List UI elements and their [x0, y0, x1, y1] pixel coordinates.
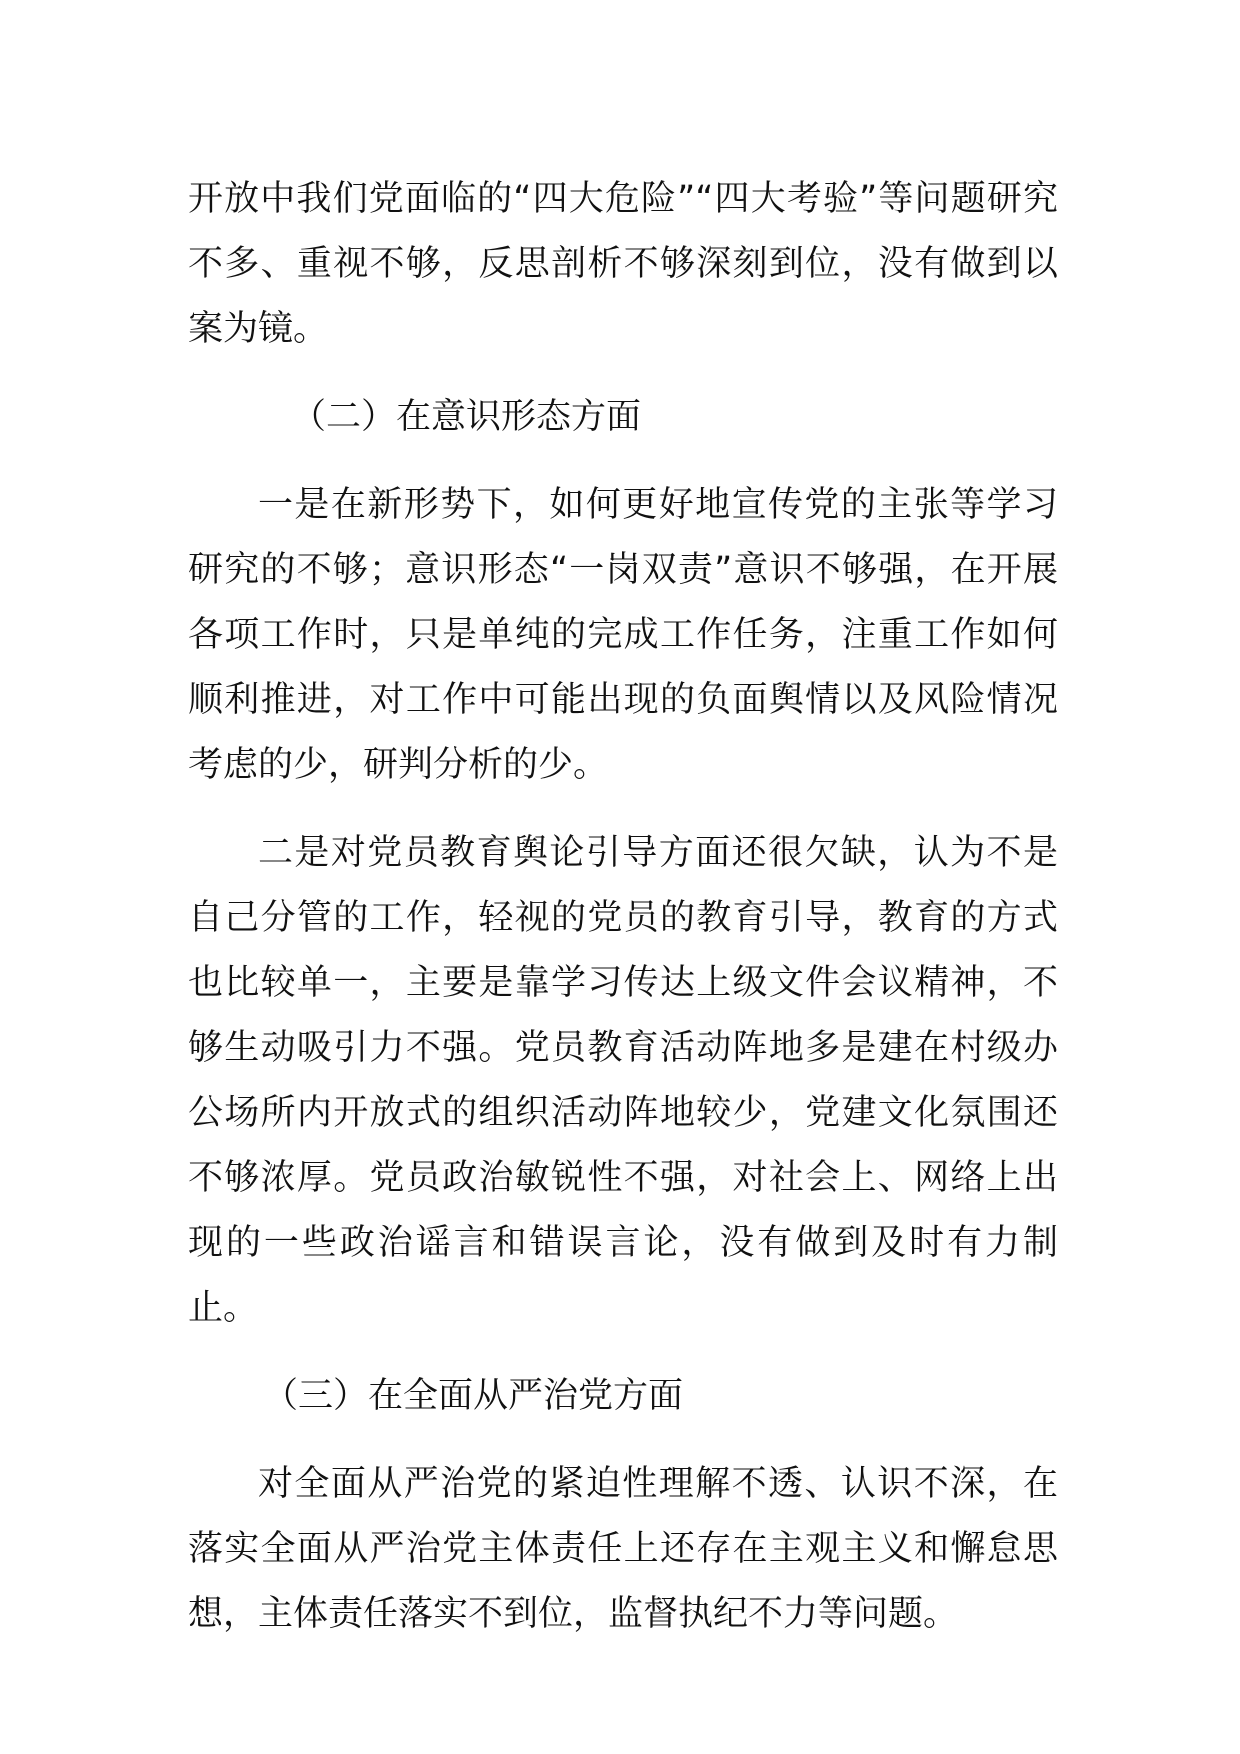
continued-paragraph: 开放中我们党面临的“四大危险”“四大考验”等问题研究不多、重视不够，反思剖析不够深刻到位，没有做到以案为镜。 — [188, 179, 1058, 349]
ideology-paragraph-2: 二是对党员教育舆论引导方面还很欠缺，认为不是自己分管的工作，轻视的党员的教育引导，教育的方式也比较单一，主要是靠学习传达上级文件会议精神，不够生动吸引力不强。党员教育活动阵地多是建在村级办公场所内开放式的组织活动阵地较少，党建文化氛围还不够浓厚。党员政治敏锐性不强，对社会上、网络上出现的一些政治谣言和错误言论，没有做到及时有力制止。 — [188, 833, 1058, 1328]
ideology-paragraph-1: 一是在新形势下，如何更好地宣传党的主张等学习研究的不够；意识形态“一岗双责”意识不够强，在开展各项工作时，只是单纯的完成工作任务，注重工作如何顺利推进，对工作中可能出现的负面舆情以及风险情况考虑的少，研判分析的少。 — [188, 485, 1058, 785]
section-heading-ideology: （二）在意识形态方面 — [291, 397, 642, 437]
discipline-paragraph: 对全面从严治党的紧迫性理解不透、认识不深，在落实全面从严治党主体责任上还存在主观主义和懈怠思想，主体责任落实不到位，监督执纪不力等问题。 — [188, 1464, 1058, 1634]
document-body — [188, 167, 1058, 1670]
section-heading-discipline: （三）在全面从严治党方面 — [263, 1376, 684, 1416]
